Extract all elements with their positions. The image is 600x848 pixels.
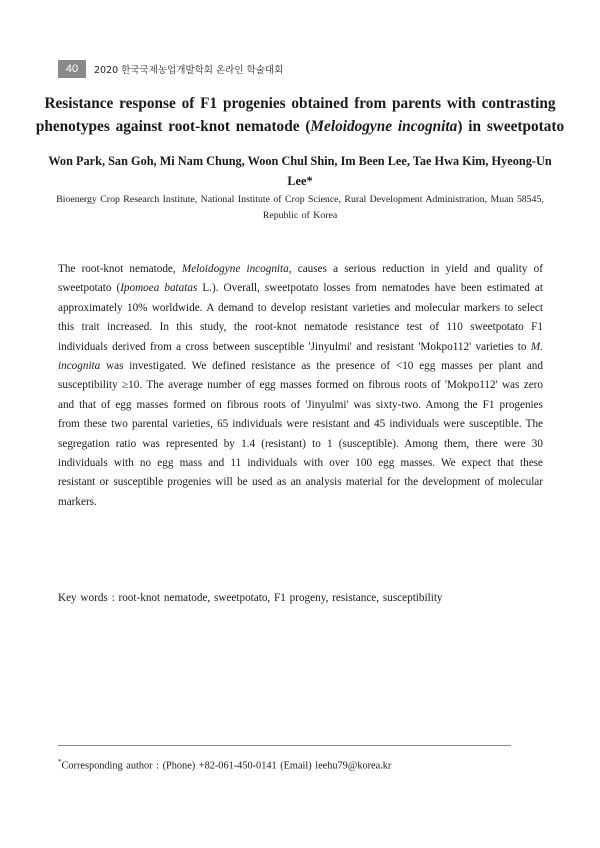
author-list: Won Park, San Goh, Mi Nam Chung, Woon Chul Shin, Im Been Lee, Tae Hwa Kim, Hyeong-Un Lee*	[48, 154, 552, 188]
abstract-species-3: M. incognita	[58, 340, 543, 373]
abstract-text-1: The root-knot nematode,	[58, 263, 182, 275]
keywords: Key words : root-knot nematode, sweetpotato, F1 progeny, resistance, susceptibility	[58, 592, 443, 604]
footnote-text: Corresponding author : (Phone) +82-061-450-0141 (Email) leehu79@korea.kr	[61, 760, 392, 772]
abstract-text-3: L.). Overall, sweetpotato losses from nematodes have been estimated at approximately 10% worldwide. A demand to develop resistant varieties and molecular markers to select this trait increased. In this study, the root-knot nematode resistance test of 110 sweetpotato F1 individuals derived from a cross between susceptible 'Jinyulmi' and resistant 'Mokpo112' varieties to	[58, 282, 543, 353]
title-part-2: ) in sweetpotato	[457, 118, 565, 135]
affiliation: Bioenergy Crop Research Institute, National Institute of Crop Science, Rural Development Administration, Muan 58545, Republic of Korea	[56, 194, 544, 221]
title-part-1: Resistance response of F1 progenies obtained from parents with contrasting phenotypes against root-knot nematode (	[35, 95, 556, 135]
paper-title	[30, 92, 570, 138]
page-number: 40	[58, 60, 86, 78]
corresponding-author-footnote	[58, 754, 391, 774]
footnote-divider	[58, 745, 511, 746]
footnote-marker: *	[58, 758, 62, 766]
abstract-body	[58, 260, 543, 512]
abstract-text-2: , causes a serious reduction in yield and quality of sweetpotato (	[58, 263, 543, 295]
abstract-species-1: Meloidogyne incognita	[181, 263, 289, 275]
title-species: Meloidogyne incognita	[310, 118, 458, 135]
page-header	[58, 60, 283, 78]
abstract-text-4: was investigated. We defined resistance as the presence of <10 egg masses per plant and susceptibility ≥10. The average number of egg masses formed on fibrous roots of 'Mokpo112' was zero and that of egg masses formed on fibrous roots of 'Jinyulmi' was sixty-two. Among the F1 progenies from these two parental varieties, 65 individuals were resistant and 45 individuals were susceptible. The segregation ratio was represented by 1.4 (resistant) to 1 (susceptible). Among them, there were 30 individuals with no egg mass and 11 individuals with over 100 egg masses. We expect that these resistant or susceptible progenies will be used as an analysis material for the development of molecular markers.	[58, 360, 543, 508]
abstract-paragraph	[58, 260, 543, 512]
abstract-species-2: Ipomoea batatas	[120, 282, 198, 295]
conference-name: 2020 한국국제농업개발학회 온라인 학술대회	[94, 65, 284, 76]
